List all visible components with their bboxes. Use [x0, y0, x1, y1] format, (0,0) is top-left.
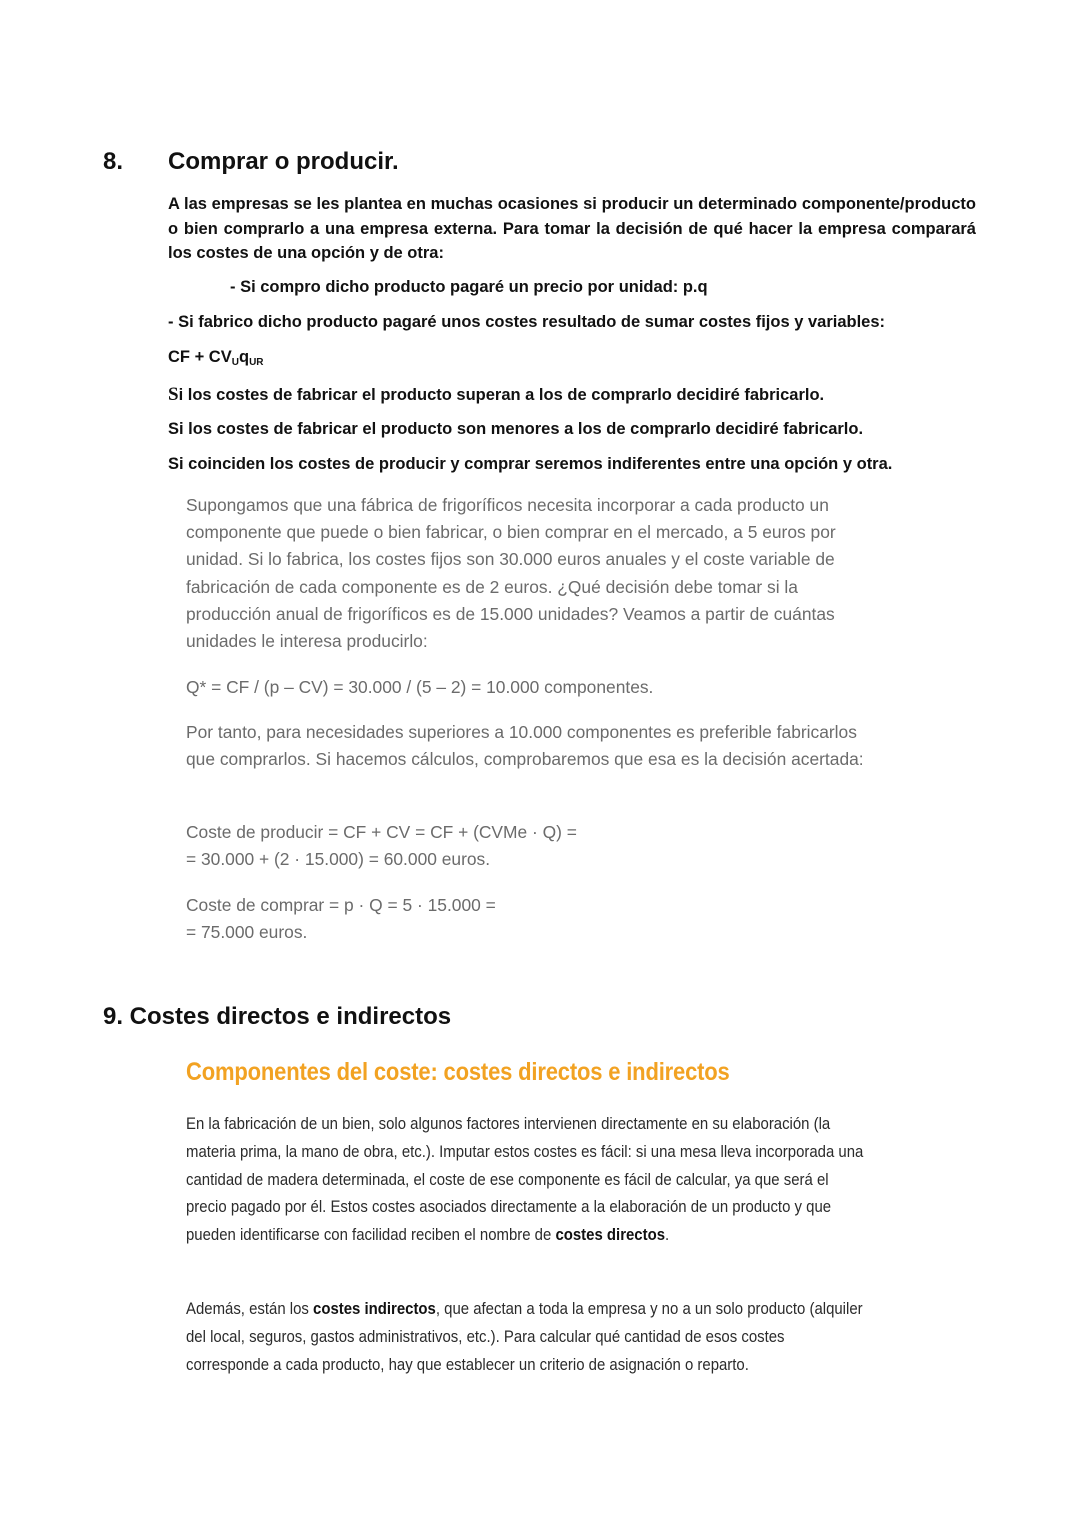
make-line: - Si fabrico dicho producto pagaré unos costes resultado de sumar costes fijos y variables:	[168, 313, 886, 331]
rule-2: Si los costes de fabricar el producto son menores a los de comprarlo decidiré fabricarlo.	[168, 420, 864, 438]
section-8-number: 8.	[103, 148, 124, 175]
example-cost-buy	[186, 892, 876, 946]
rule-3: Si coinciden los costes de producir y comprar seremos indiferentes entre una opción y otra.	[168, 455, 893, 473]
direct-costs-paragraph: En la fabricación de un bien, solo algunos factores intervienen directamente en su elaboración (la materia prima, la mano de obra, etc.). Imputar estos costes es fácil: si una mesa lleva incorporada una cantidad de madera determinada, el coste de ese componente es fácil de calcular, ya que será el precio pagado por él. Estos costes asociados directamente a la elaboración de un producto y que pueden identificarse con facilidad reciben el nombre de costes directos.	[186, 1114, 864, 1245]
indirect-costs-term: costes indirectos	[313, 1299, 436, 1318]
direct-costs-term: costes directos	[555, 1225, 666, 1245]
section-9-heading: 9. Costes directos e indirectos	[103, 1003, 452, 1030]
buy-line: - Si compro dicho producto pagaré un precio por unidad: p.q	[230, 278, 708, 296]
rule-1-text: i los costes de fabricar el producto superan a los de comprarlo decidiré fabricarlo.	[178, 386, 825, 404]
cost-produce-line-2: = 30.000 + (2 · 15.000) = 60.000 euros.	[186, 849, 491, 870]
example-breakeven-formula: Q* = CF / (p – CV) = 30.000 / (5 – 2) = 10.000 componentes.	[186, 677, 654, 697]
rule-1-initial: S	[168, 384, 179, 405]
formula-sub-ur: UR	[249, 357, 264, 368]
cost-buy-line-2: = 75.000 euros.	[186, 922, 308, 943]
cost-produce-line-1: Coste de producir = CF + CV = CF + (CVMe · Q) =	[186, 822, 577, 842]
formula-prefix: CF + CV	[168, 348, 232, 366]
section-8-title: Comprar o producir.	[168, 148, 399, 175]
example-paragraph-1: Supongamos que una fábrica de frigoríficos necesita incorporar a cada producto un componente que puede o bien fabricar, o bien comprar en el mercado, a 5 euros por unidad. Si lo fabrica, los costes fijos son 30.000 euros anuales y el coste variable de fabricación de cada componente es de 2 euros. ¿Qué decisión debe tomar si la producción anual de frigoríficos es de 15.000 unidades? Veamos a partir de cuántas unidades le interesa producirlo:	[186, 495, 836, 652]
cost-buy-line-1: Coste de comprar = p · Q = 5 · 15.000 =	[186, 895, 496, 915]
indirect-costs-paragraph: Además, están los costes indirectos, que afectan a toda la empresa y no a un solo producto (alquiler del local, seguros, gastos administrativos, etc.). Para calcular qué cantidad de esos costes corresponde a cada producto, hay que establecer un criterio de asignación o reparto.	[186, 1299, 863, 1374]
formula-q: q	[238, 348, 250, 366]
example-cost-produce	[186, 819, 876, 873]
cost-formula	[168, 348, 264, 368]
rule-1	[168, 384, 824, 406]
section-9-subtitle: Componentes del coste: costes directos e indirectos	[186, 1058, 730, 1086]
section-8-intro: A las empresas se les plantea en muchas ocasiones si producir un determinado componente/producto o bien comprarlo a una empresa externa. Para tomar la decisión de qué hacer la empresa comparará los costes de una opción y de otra:	[168, 195, 976, 262]
example-paragraph-3: Por tanto, para necesidades superiores a 10.000 componentes es preferible fabricarlos que comprarlos. Si hacemos cálculos, comprobaremos que esa es la decisión acertada:	[186, 722, 864, 770]
formula-sub-u: U	[231, 357, 239, 368]
